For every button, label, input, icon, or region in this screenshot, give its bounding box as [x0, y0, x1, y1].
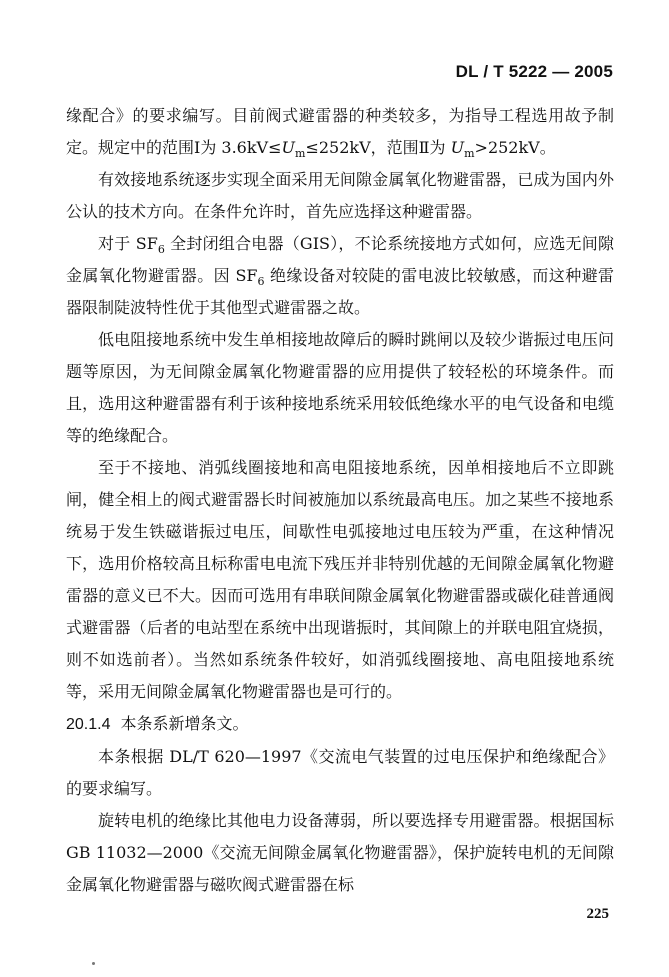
- paragraph: 对于 $SF_6$ 全封闭组合电器（GIS），不论系统接地方式如何，应选无间隙金属氧化物避雷器。因 $SF_6$ 绝缘设备对较陡的雷电波比较敏感，而这种避雷器限制陡波特性优于其他型式避雷器之故。: [66, 234, 615, 317]
- scan-mark: [92, 962, 95, 965]
- clause-heading: [66, 708, 614, 741]
- paragraph: 低电阻接地系统中发生单相接地故障后的瞬时跳闸以及较少谐振过电压问题等原因，为无间隙金属氧化物避雷器的应用提供了较轻松的环境条件。而且，选用这种避雷器有利于该种接地系统采用较低绝缘水平的电气设备和电缆等的绝缘配合。: [66, 330, 614, 445]
- body-text: [66, 100, 614, 901]
- paragraph: 有效接地系统逐步实现全面采用无间隙金属氧化物避雷器，已成为国内外公认的技术方向。在条件允许时，首先应选择这种避雷器。: [66, 170, 614, 221]
- paragraph: 本条根据 DL/T 620—1997《交流电气装置的过电压保护和绝缘配合》的要求编写。: [66, 747, 614, 798]
- page-number: 225: [586, 906, 609, 922]
- paragraph: 旋转电机的绝缘比其他电力设备薄弱，所以要选择专用避雷器。根据国标 GB 11032—2000《交流无间隙金属氧化物避雷器》，保护旋转电机的无间隙金属氧化物避雷器与磁吹阀式避雷器在标: [66, 811, 614, 894]
- document-header: DL / T 5222 — 2005: [455, 62, 613, 81]
- clause-text: 本条系新增条文。: [120, 714, 249, 733]
- clause-number: 20.1.4: [66, 716, 111, 733]
- paragraph: 至于不接地、消弧线圈接地和高电阻接地系统，因单相接地后不立即跳闸，健全相上的阀式避雷器长时间被施加以系统最高电压。加之某些不接地系统易于发生铁磁谐振过电压，间歇性电弧接地过电压较为严重，在这种情况下，选用价格较高且标称雷电电流下残压并非特别优越的无间隙金属氧化物避雷器的意义已不大。因而可选用有串联间隙金属氧化物避雷器或碳化硅普通阀式避雷器（后者的电站型在系统中出现谐振时，其间隙上的并联电阻宜烧损，则不如选前者）。当然如系统条件较好，如消弧线圈接地、高电阻接地系统等，采用无间隙金属氧化物避雷器也是可行的。: [66, 458, 614, 701]
- paragraph: 缘配合》的要求编写。目前阀式避雷器的种类较多，为指导工程选用故予制定。规定中的范围Ⅰ为 $3.6kV\le U_m\le 252kV$，范围Ⅱ为 $U_m>252kV$。: [66, 106, 614, 161]
